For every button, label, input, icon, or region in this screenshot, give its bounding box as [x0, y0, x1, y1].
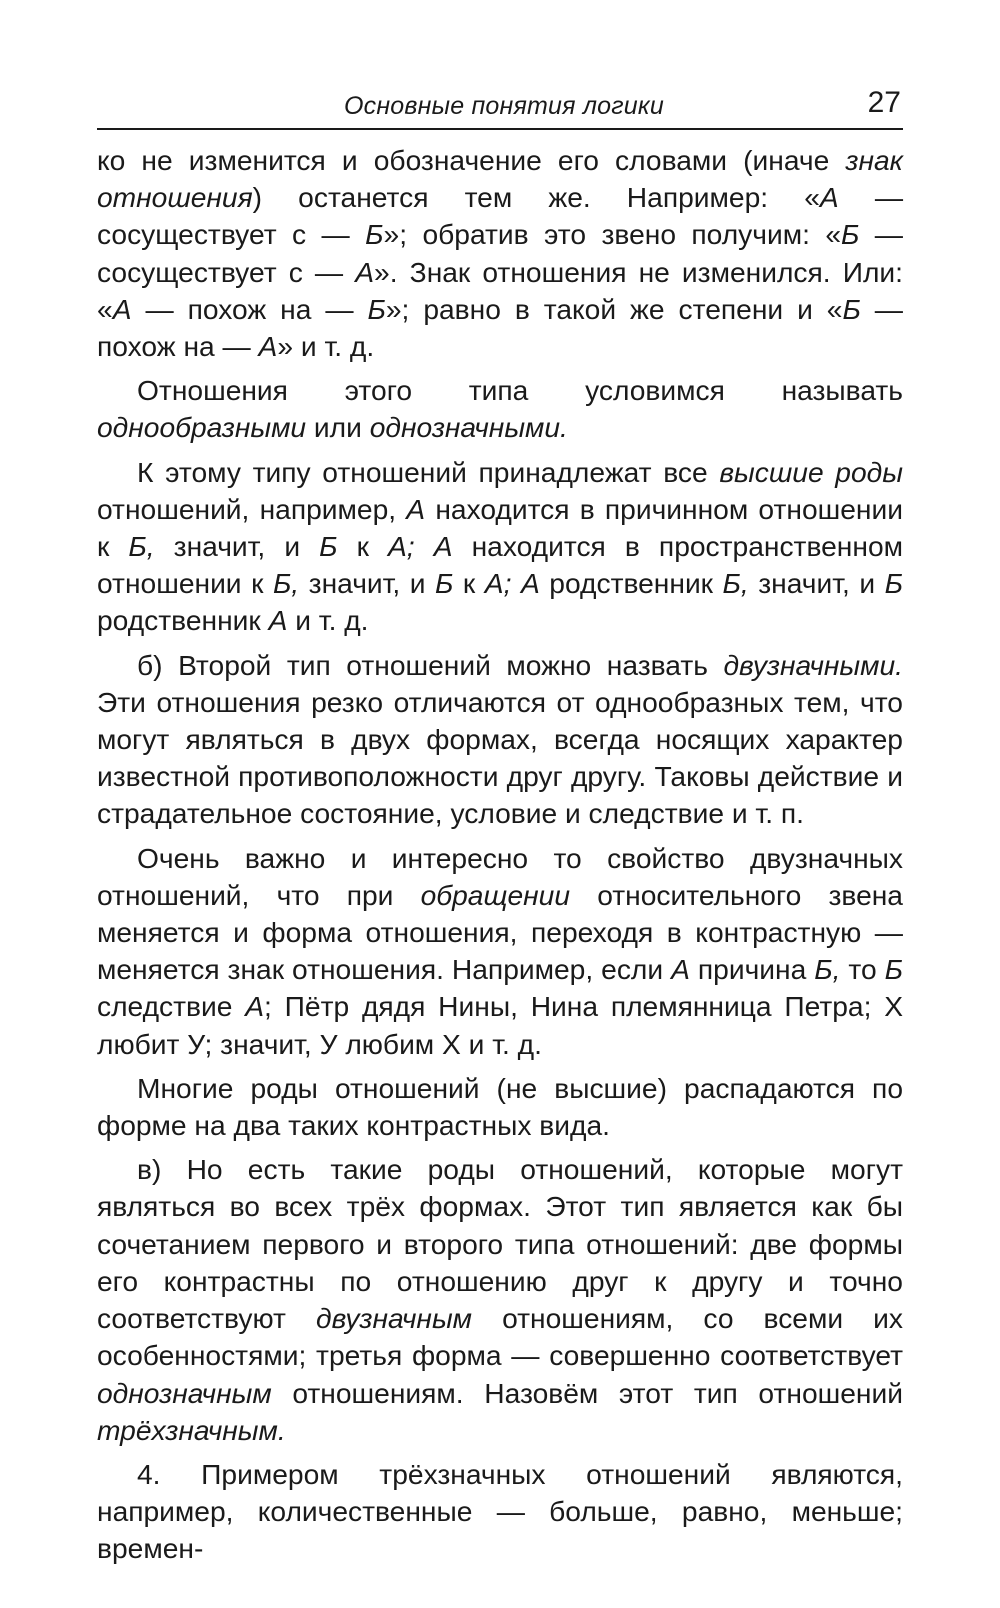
italic-text: Б [842, 292, 861, 325]
text-run: отношений, например, [97, 492, 407, 525]
running-header [97, 82, 903, 130]
italic-text: А [671, 953, 690, 986]
paragraph [97, 1456, 903, 1568]
italic-text: знак отношения [97, 144, 903, 214]
text-run: отношениям. Назовём этот тип отношений [271, 1376, 903, 1409]
text-run: ) останется тем же. Например: « [252, 181, 820, 214]
text-run: или [306, 411, 370, 444]
italic-text: Б [884, 567, 904, 600]
italic-text: двузначным [315, 1302, 473, 1335]
text-run: 4. Примером трёхзначных отношений являются, например, количественные — больше, равно, меньше; времен- [97, 1457, 903, 1565]
italic-text: Б [367, 292, 386, 325]
italic-text: Б [365, 218, 384, 251]
text-run: следствие [97, 990, 246, 1023]
text-run: родственник [539, 567, 723, 600]
text-run: — сосуществует с — [97, 218, 903, 288]
text-run: родственник [97, 604, 269, 637]
paragraph [97, 840, 903, 1063]
page-number: 27 [867, 86, 901, 119]
italic-text: Б, [128, 530, 155, 563]
text-run: — похож на — [131, 292, 368, 325]
text-run: ; Пётр дядя Нины, Нина племянница Петра; Х любит У; значит, У любим Х и т. д. [97, 990, 904, 1060]
text-run: и т. д. [287, 604, 369, 637]
text-run: б) Второй тип отношений можно назвать [137, 648, 724, 681]
italic-text: однозначным [97, 1376, 272, 1409]
italic-text: однозначными. [369, 411, 568, 444]
italic-text: А [819, 181, 839, 214]
text-run: К этому типу отношений принадлежат все [137, 455, 720, 488]
text-run: » и т. д. [277, 330, 375, 363]
text-run: Эти отношения резко отличаются от однообразных тем, что могут являться в двух формах, всегда носящих характер известной противоположности друг другу. Таковы действие и страдательное состояние, условие и следствие и т. п. [97, 685, 903, 830]
text-run: к [453, 567, 485, 600]
italic-text: однообразными [97, 411, 307, 444]
italic-text: высшие роды [719, 455, 903, 488]
text-run: ко не изменится и обозначение его словами (иначе [97, 144, 846, 176]
running-header-title: Основные понятия логики [344, 92, 665, 120]
text-run: Многие роды отношений (не высшие) распадаются по форме на два таких контрастных вида. [97, 1071, 903, 1142]
italic-text: А [268, 604, 288, 637]
text-run: Очень важно и интересно то свойство двузначных отношений, что при [97, 841, 903, 911]
paragraph [97, 142, 903, 365]
text-run: значит, и [154, 530, 320, 563]
italic-text: А [355, 255, 375, 288]
body-text [97, 142, 903, 1568]
italic-text: А; А [388, 530, 453, 563]
text-run: отношениям, со всеми их особенностями; третья форма — совершенно соответствует [97, 1302, 903, 1372]
italic-text: А [258, 330, 278, 363]
italic-text: Б [884, 953, 903, 986]
italic-text: Б, [722, 567, 749, 600]
text-run: ». Знак отношения не изменился. Или: « [97, 255, 903, 325]
paragraph [97, 372, 903, 446]
italic-text: Б [435, 567, 454, 600]
text-run: — сосуществует с — [97, 181, 904, 251]
italic-text: А [245, 990, 265, 1023]
italic-text: А; А [484, 567, 540, 600]
paragraph [97, 454, 903, 640]
italic-text: двузначными. [723, 648, 903, 681]
text-run: »; равно в такой же степени и « [385, 292, 843, 325]
italic-text: трёхзначным. [97, 1413, 286, 1446]
text-run: значит, и [748, 567, 885, 600]
text-run: находится в пространственном отношении к [97, 530, 903, 600]
text-run: — похож на — [97, 292, 903, 363]
text-run: к [337, 530, 388, 563]
italic-text: обращении [420, 878, 571, 911]
text-run: »; обратив это звено получим: « [383, 218, 842, 251]
italic-text: Б, [814, 953, 841, 986]
paragraph [97, 1151, 903, 1449]
italic-text: Б [841, 218, 860, 251]
text-run: значит, и [299, 567, 436, 600]
text-run: причина [689, 953, 815, 986]
paragraph [97, 1070, 903, 1144]
text-run: находится в причинном отношении к [97, 492, 903, 563]
italic-text: А [406, 492, 426, 525]
text-run: то [840, 953, 885, 986]
italic-text: А [112, 292, 132, 325]
italic-text: Б, [272, 567, 300, 600]
text-run: относительного звена меняется и форма отношения, переходя в контрастную — меняется знак отношения. Например, если [97, 878, 903, 986]
book-page [97, 82, 903, 1575]
italic-text: Б [319, 530, 338, 563]
text-run: в) Но есть такие роды отношений, которые могут являться во всех трёх формах. Этот тип является как бы сочетанием первого и второго типа отношений: две формы его контрастны по отношению друг к другу и точно соответствуют [97, 1153, 903, 1335]
text-run: Отношения этого типа условимся называть [137, 374, 903, 407]
paragraph [97, 647, 903, 833]
